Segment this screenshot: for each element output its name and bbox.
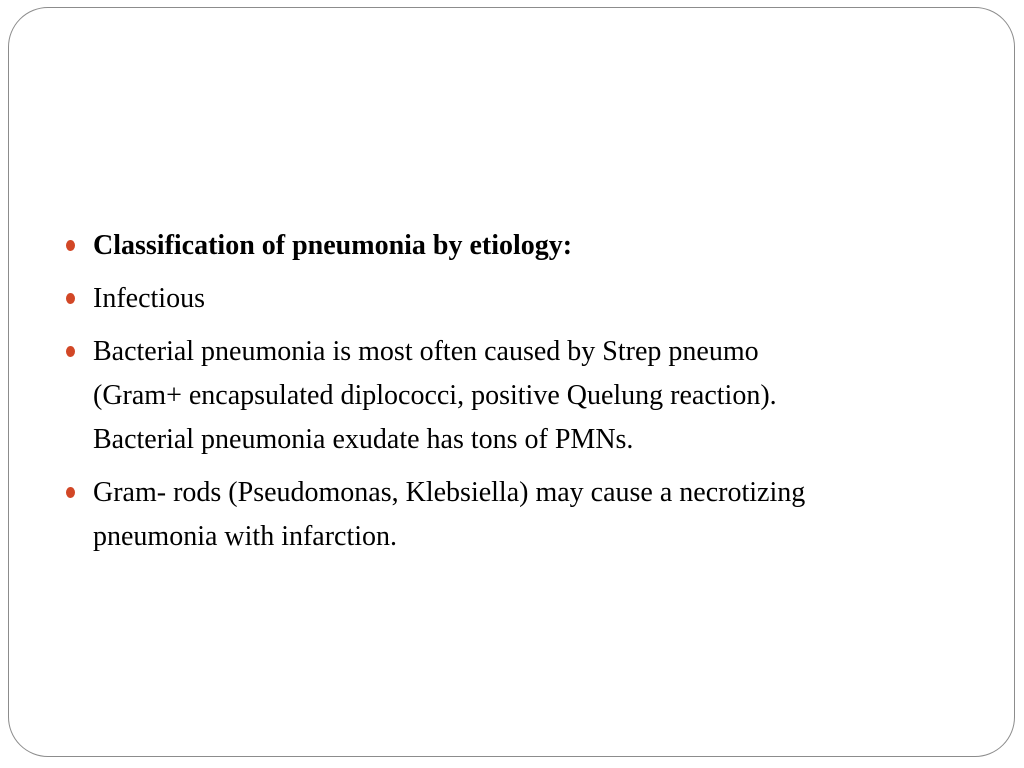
- bullet-item-infectious: [66, 277, 966, 321]
- bullet-dot-icon: [66, 346, 75, 357]
- bullet-list: [66, 224, 966, 568]
- bullet-text-line: Bacterial pneumonia is most often caused by Strep pneumo: [93, 336, 759, 367]
- bullet-text-line: Gram- rods (Pseudomonas, Klebsiella) may cause a necrotizing: [93, 477, 806, 508]
- bullet-dot-icon: [66, 487, 75, 498]
- bullet-dot-icon: [66, 293, 75, 304]
- bullet-text: Infectious: [93, 283, 205, 314]
- bullet-item-bacterial: [66, 330, 966, 462]
- bullet-item-gram-negative: [66, 471, 966, 559]
- bullet-text-heading: Classification of pneumonia by etiology:: [93, 230, 573, 261]
- bullet-dot-icon: [66, 240, 75, 251]
- bullet-item-classification: [66, 224, 966, 268]
- bullet-text-line: (Gram+ encapsulated diplococci, positive Quelung reaction).: [93, 380, 777, 411]
- bullet-text-line: pneumonia with infarction.: [93, 521, 398, 552]
- bullet-text-line: Bacterial pneumonia exudate has tons of PMNs.: [93, 424, 634, 455]
